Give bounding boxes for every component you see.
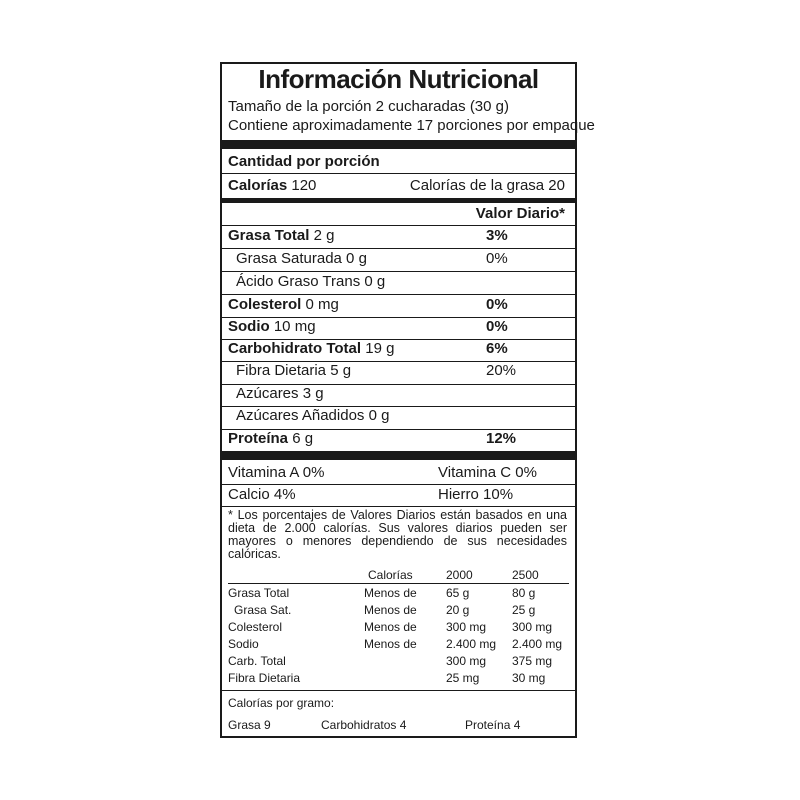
nutrient-dv: 0% — [486, 250, 508, 267]
ref-nutrient: Colesterol — [228, 620, 283, 634]
ref-qualifier: Menos de — [364, 620, 417, 634]
ref-header-2000: 2000 — [446, 568, 473, 582]
nutrient-name: Ácido Graso Trans 0 g — [236, 273, 386, 290]
divider — [222, 225, 575, 226]
ref-2000: 2.400 mg — [446, 637, 497, 651]
ref-nutrient: Sodio — [228, 637, 259, 651]
ref-2500: 25 g — [512, 603, 536, 617]
divider — [222, 484, 575, 485]
nutrient-name: Grasa Saturada 0 g — [236, 250, 367, 267]
nutrient-dv: 3% — [486, 227, 508, 244]
nutrient-row-proteina — [228, 430, 569, 447]
calories-per-gram-fat: Grasa 9 — [228, 718, 271, 732]
nutrient-dv: 12% — [486, 430, 517, 447]
ref-nutrient: Carb. Total — [228, 654, 286, 668]
calories-value: 120 — [291, 177, 317, 194]
calories-from-fat: Calorías de la grasa 20 — [409, 177, 565, 194]
nutrient-name: Carbohidrato Total — [228, 340, 362, 357]
nutrient-amount: 6 g — [292, 430, 314, 447]
divider — [222, 506, 575, 507]
nutrient-amount: 2 g — [313, 227, 335, 244]
footnote: * Los porcentajes de Valores Diarios están basados en una dieta de 2.000 calorías. Sus valores diarios pueden ser mayores o menores dependiendo de sus necesidades calóricas. — [228, 508, 567, 561]
nutrient-name: Proteína — [228, 430, 289, 447]
vitamin-right: Hierro 10% — [438, 486, 514, 503]
ref-2500: 2.400 mg — [512, 637, 563, 651]
nutrient-row-carbohidrato — [228, 340, 569, 357]
nutrient-dv: 20% — [486, 362, 517, 379]
ref-nutrient: Fibra Dietaria — [228, 671, 301, 685]
ref-2000: 300 mg — [446, 620, 487, 634]
nutrient-row-trans — [228, 273, 569, 290]
nutrient-name: Colesterol — [228, 296, 302, 313]
ref-nutrient: Grasa Total — [228, 586, 290, 600]
divider — [222, 690, 575, 691]
servings-per-container: Contiene aproximadamente 17 porciones por empaque — [228, 117, 595, 134]
nutrient-row-azucares — [228, 385, 569, 402]
calories-label: Calorías — [228, 177, 288, 194]
vitamin-right: Vitamina C 0% — [438, 464, 537, 481]
ref-2000: 25 mg — [446, 671, 480, 685]
ref-2500: 300 mg — [512, 620, 553, 634]
medium-divider — [222, 198, 575, 203]
ref-2000: 20 g — [446, 603, 470, 617]
nutrient-row-colesterol — [228, 296, 569, 313]
serving-size: Tamaño de la porción 2 cucharadas (30 g) — [228, 98, 510, 115]
nutrient-amount: 10 mg — [273, 318, 316, 335]
calories-per-gram-protein: Proteína 4 — [465, 718, 521, 732]
label-title: Información Nutricional — [258, 64, 539, 94]
thick-divider — [222, 140, 575, 149]
vitamin-left: Calcio 4% — [228, 486, 296, 503]
nutrient-row-grasa-saturada — [228, 250, 569, 267]
nutrient-row-sodio — [228, 318, 569, 335]
ref-2500: 80 g — [512, 586, 536, 600]
nutrient-row-fibra — [228, 362, 569, 379]
calories-per-gram-carbs: Carbohidratos 4 — [321, 718, 407, 732]
ref-2500: 375 mg — [512, 654, 553, 668]
nutrient-row-grasa-total — [228, 227, 569, 244]
divider — [228, 583, 569, 584]
nutrient-name: Azúcares Añadidos 0 g — [236, 407, 390, 424]
ref-nutrient: Grasa Sat. — [234, 603, 292, 617]
amount-per-serving: Cantidad por porción — [228, 153, 380, 170]
nutrient-row-azucares-anadidos — [228, 407, 569, 424]
nutrient-name: Azúcares 3 g — [236, 385, 324, 402]
nutrition-label — [220, 62, 595, 738]
nutrient-amount: 19 g — [365, 340, 395, 357]
ref-header-2500: 2500 — [512, 568, 539, 582]
calories-row — [228, 177, 569, 194]
nutrient-amount: 0 mg — [305, 296, 339, 313]
nutrient-name: Fibra Dietaria 5 g — [236, 362, 352, 379]
nutrient-name: Grasa Total — [228, 227, 310, 244]
thick-divider — [222, 451, 575, 460]
ref-2000: 65 g — [446, 586, 470, 600]
vitamin-left: Vitamina A 0% — [228, 464, 325, 481]
calories-per-gram-label: Calorías por gramo: — [228, 696, 335, 710]
daily-value-header: Valor Diario* — [475, 205, 565, 222]
divider — [222, 294, 575, 295]
ref-qualifier: Menos de — [364, 637, 417, 651]
divider — [222, 248, 575, 249]
ref-header-calorias: Calorías — [368, 568, 413, 582]
divider — [222, 271, 575, 272]
vitamin-row — [228, 464, 569, 481]
ref-qualifier: Menos de — [364, 586, 417, 600]
nutrient-name: Sodio — [228, 318, 270, 335]
ref-2500: 30 mg — [512, 671, 546, 685]
nutrient-dv: 0% — [486, 318, 508, 335]
vitamin-row — [228, 486, 569, 503]
nutrient-dv: 6% — [486, 340, 508, 357]
divider — [222, 173, 575, 174]
nutrient-dv: 0% — [486, 296, 508, 313]
ref-qualifier: Menos de — [364, 603, 417, 617]
ref-2000: 300 mg — [446, 654, 487, 668]
